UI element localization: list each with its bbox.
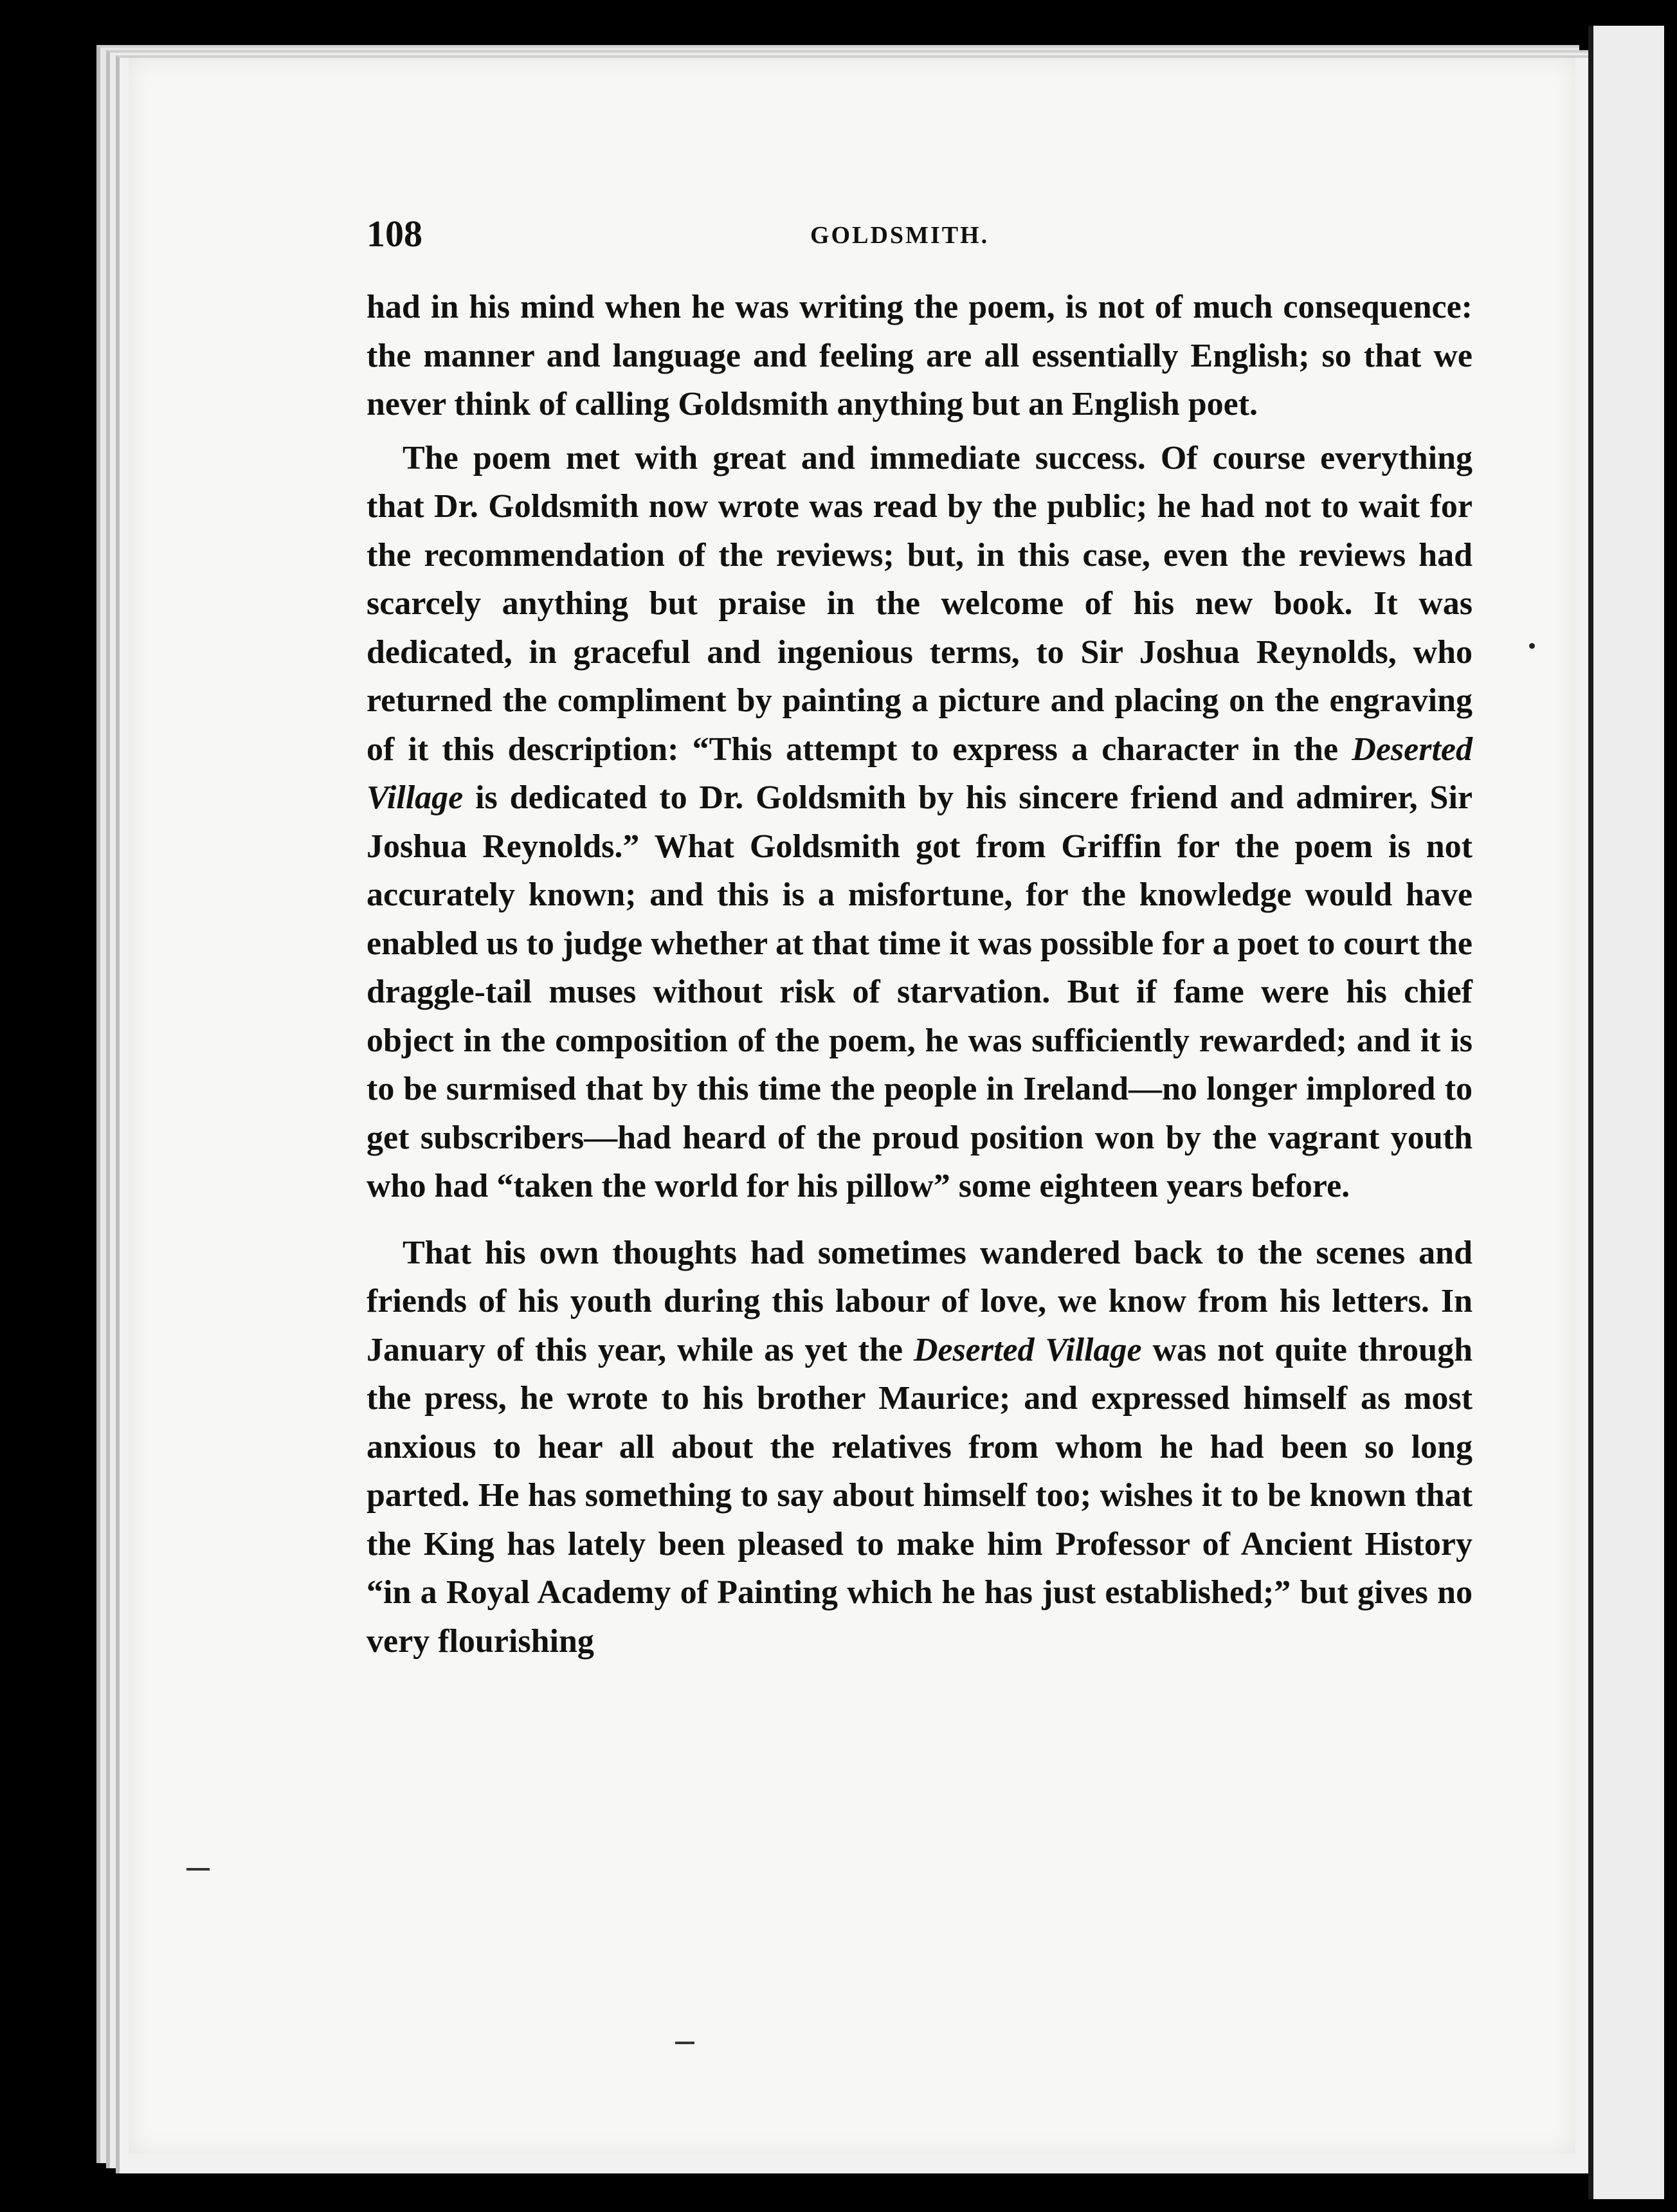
book-title: Deserted Village [913,1331,1142,1368]
body-text [367,283,1473,1671]
paragraph [367,1229,1473,1666]
paragraph [367,434,1473,1211]
facing-page-edge [1588,26,1664,2199]
text-segment: is dedicated to Dr. Goldsmith by his sincere friend and admirer, Sir Joshua Reynolds.” What Goldsmith got from Griffin for the poem is not accurately known; and this is a misfortune, for the knowledge would have enabled us to judge whether at that time it was possible for a poet to court the draggle-tail muses without risk of starvation. But if fame were his chief object in the composition of the poem, he was sufficiently rewarded; and it is to be surmised that by this time the people in Ireland—no longer implored to get subscribers—had heard of the proud position won by the vagrant youth who had “taken the world for his pillow” some eighteen years before. [367,779,1473,1204]
text-segment: That his own thoughts had sometimes wandered back to the scenes and friends of his youth during this labour of love, we know from his letters. In January of this year, while as yet the [367,1234,1473,1368]
ink-mark [675,2042,694,2044]
ink-mark [186,1868,210,1871]
ink-speck [1529,643,1535,649]
book-title: Deserted Village [367,730,1473,816]
paragraph [367,283,1473,429]
text-segment: had in his mind when he was writing the poem, is not of much consequence: the manner and language and feeling are all essentially English; so that we never think of calling Goldsmith anything but an English poet. [367,289,1473,422]
page-number: 108 [367,213,422,255]
text-segment: The poem met with great and immediate success. Of course everything that Dr. Goldsmith now wrote was read by the public; he had not to wait for the recommendation of the reviews; but, in this case, even the reviews had scarcely anything but praise in the welcome of his new book. It was dedicated, in graceful and ingenious terms, to Sir Joshua Reynolds, who returned the compliment by painting a picture and placing on the engraving of it this description: “This attempt to express a character in the [367,439,1473,768]
page-title: GOLDSMITH. [810,222,990,249]
running-head [367,212,1518,264]
text-segment: was not quite through the press, he wrote to his brother Maurice; and expressed himself as most anxious to hear all about the relatives from whom he had been so long parted. He has something to say about himself too; wishes it to be known that the King has lately been pleased to make him Professor of Ancient History “in a Royal Academy of Painting which he has just established;” but gives no very flourishing [367,1331,1473,1660]
